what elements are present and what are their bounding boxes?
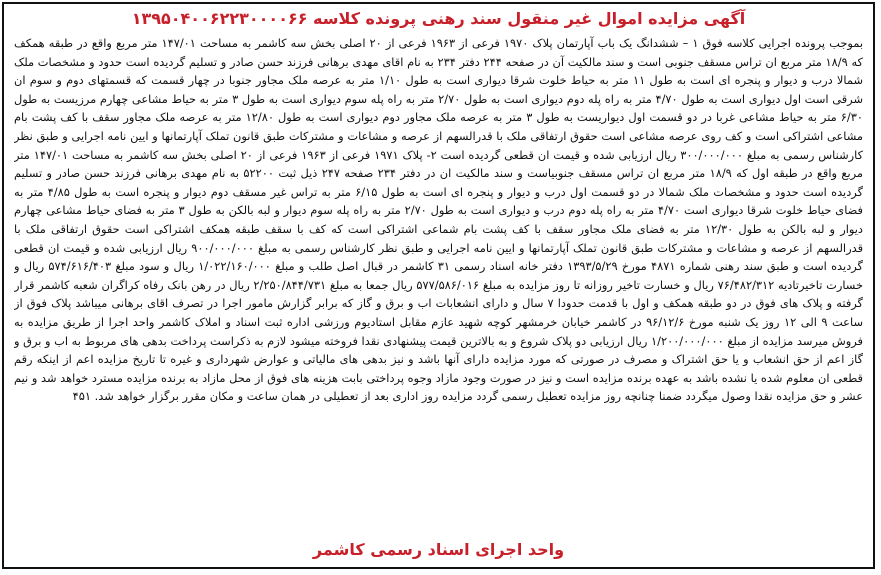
notice-body: بموجب پرونده اجرایی کلاسه فوق ۱ – ششدانگ یک باب آپارتمان پلاک ۱۹۷۰ فرعی از ۱۹۶۳ فرعی از ۲۰ اصلی بخش سه کاشمر به مساحت ۱۴۷/۰۱ متر مربع واقع در طبقه همکف که ۱۸/۹ متر مربع ان تراس مسقف جنوبی است و سند مالکیت آن در صفحه ۲۴۴ دفتر ۲۳۴ به نام اقای مهدی برهانی فرزند حسن صادر و تسلیم گردیده است حدود و مشخصات ملک شمالا درب و دیوار و پنجره ای است به طول ۱۱ متر به حیاط خلوت شرقا دیواری است به طول ۱/۱۰ متر به عرصه ملک مجاور جنوبا در چهار قسمت که قسمتهای دوم و سوم ان شرقی است اول دیواری است به طول ۴/۷۰ متر به راه پله دوم دیواری است به طول ۲/۷۰ متر به راه پله سوم دیواری است به طول ۳ متر به حیاط مشاعی چهارم مرزیست به طول ۶/۳۰ متر به حیاط مشاعی غربا در دو قسمت اول دیواریست به طول ۳ متر به عرصه ملک مجاور دوم دیواری است به طول ۱۲/۸۰ متر به عرصه ملک مجاور سقف با کف پشت بام مشاعی اشتراکی است و کف روی عرصه مشاعی است حقوق ارتفاقی ملک با قدرالسهم از عرصه و مشاعات و مشترکات طبق قانون تملک آپارتمانها و ایین نامه اجرایی و طبق نظر کارشناس رسمی به مبلغ ۳۰۰/۰۰۰/۰۰۰ ریال ارزیابی شده و قیمت ان قطعی گردیده است ۲- پلاک ۱۹۷۱ فرعی از ۱۹۶۳ فرعی از ۲۰ اصلی بخش سه کاشمر به مساحت ۱۴۷/۰۱ متر مربع واقع در طبقه اول که ۱۸/۹ متر مربع ان تراس مسقف جنوبیاست و سند مالکیت ان در دفتر ۲۳۴ صفحه ۲۴۷ ذیل ثبت ۵۲۲۰۰ به نام مهدی برهانی فرزند حسن صادر و تسلیم گردیده است حدود و مشخصات ملک شمالا در دو قسمت اول درب و دیوار و پنجره ای است به طول ۶/۱۵ متر به تراس غیر مسقف دوم دیوار و پنجره است به طول ۴/۸۵ متر به فضای حیاط خلوت شرقا دیواری است ۴/۷۰ متر به راه پله دوم درب و دیواری است به طول ۲/۷۰ متر به راه پله سوم دیوار و لبه بالکن به طول ۳ متر به فضای حیاط مشاعی چهارم دیوار و لبه بالکن به طول ۱۲/۳۰ متر به فضای ملک مجاور سقف با کف پشت بام شماعی اشتراکی است که کف با سقف طبقه همکف اشتراکی است حقوق ارتفاقی ملک با قدرالسهم از عرصه و مشاعات و مشترکات طبق قانون تملک آپارتمانها و ایین نامه اجرایی و طبق نظر کارشناس رسمی به مبلغ ۹۰۰/۰۰۰/۰۰۰ ریال ارزیابی شده و قیمت ان قطعی گردیده است و طبق سند رهنی شماره ۴۸۷۱ مورخ ۱۳۹۳/۵/۲۹ دفتر خانه اسناد رسمی ۳۱ کاشمر در قبال اصل طلب و مبلغ ۱/۰۲۲/۱۶۰/۰۰۰ ریال و سود مبلغ ۵۷۴/۶۱۶/۴۰۳ ریال و خسارت تاخیرتادیه ۷۶/۴۸۲/۳۱۲ ریال و خسارت تاخیر روزانه تا روز مزایده به مبلغ ۵۷۷/۵۸۶/۰۱۶ ریال جمعا به مبلغ ۲/۲۵۰/۸۴۴/۷۳۱ ریال در رهن بانک رفاه کراگران شعبه کاشمر قرار گرفته و پلاک های فوق در دو طبقه همکف و اول با قدمت حدودا ۷ سال و دارای انشعابات اب و برق و گاز که برابر گزارش مامور اجرا در تصرف اقای برهانی میباشد پلاک فوق از ساعت ۹ الی ۱۲ روز یک شنبه مورخ ۹۶/۱۲/۶ در کاشمر خیابان خرمشهر کوچه شهید عازم مقابل استادیوم ورزشی اداره ثبت اسناد و املاک کاشمر واحد اجرا از طریق مزایده به فروش میرسد مزایده از مبلغ ۱/۲۰۰/۰۰۰/۰۰۰ ریال ارزیابی دو پلاک شروع و به بالاترین قیمت پیشنهادی نقدا فروخته میشود لازم به ذکراست پرداخت بدهی های مربوط به اب و برق و گاز اعم از حق انشعاب و یا حق اشتراک و مصرف در صورتی که مورد مزایده دارای آنها باشد و نیز بدهی های مالیاتی و عوارض شهرداری و غیره تا تاریخ مزایده اعم از اینکه رقم قطعی ان معلوم شده یا نشده باشد به عهده برنده مزایده است و نیز در صورت وجود مازاد وجوه پرداختی بابت هزینه های فوق از محل مازاد به برنده مزایده مسترد خواهد شد و نیم عشر و حق مزایده نقدا وصول میگردد ضمنا چنانچه روز مزایده تعطیل رسمی گردد مزایده روز اداری بعد از تعطیلی در همان ساعت و مکان مقرر برگزار خواهد شد. ۴۵۱ [14, 36, 863, 404]
notice-title: آگهی مزایده اموال غیر منقول سند رهنی پرونده کلاسه ۱۳۹۵۰۴۰۰۶۲۲۳۰۰۰۰۶۶ [131, 9, 746, 28]
notice-footer-signature: واحد اجرای اسناد رسمی کاشمر [312, 540, 565, 559]
auction-notice [2, 2, 875, 569]
